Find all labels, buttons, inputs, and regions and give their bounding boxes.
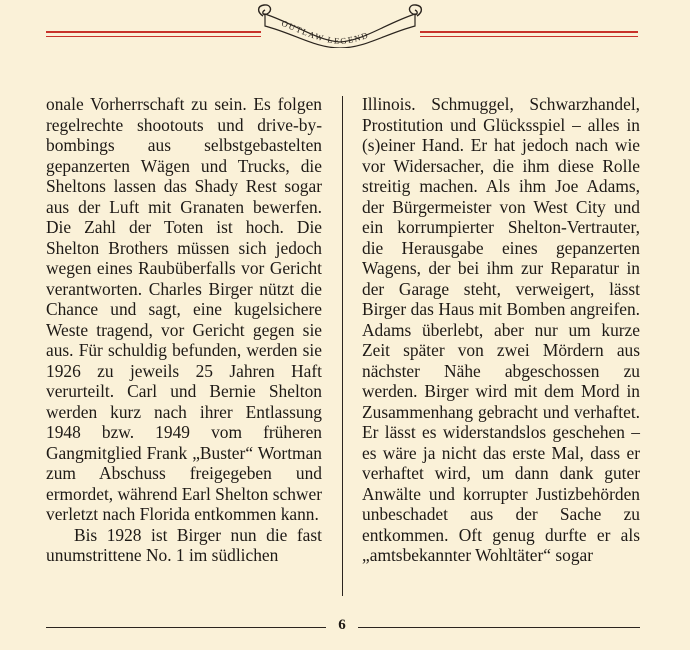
column-divider [342,96,343,596]
header-rule-left-top [46,31,261,33]
footer-rule-left [46,627,326,628]
article-column-right [362,94,640,566]
header-rule-right-bottom [420,36,638,37]
paragraph-2: Bis 1928 ist Birger nun die fast unumstrittene No. 1 im südlichen [46,524,322,565]
svg-text:OUTLAW LEGEND [280,18,370,46]
paragraph-1: onale Vorherrschaft zu sein. Es folgen regelrechte shootouts und drive-by-bombings aus selbstgebastelten gepanzerten Wägen und Trucks, die Sheltons lassen das Shady Rest sogar aus der Luft mit Granaten bewerfen. Die Zahl der Toten ist hoch. Die Shelton Brothers müssen sich jedoch wegen eines Raubüberfalls vor Gericht verantworten. Charles Birger nützt die Chance und sagt, eine kugelsichere Weste tragend, vor Gericht gegen sie aus. Für schuldig befunden, werden sie 1926 zu jeweils 25 Jahren Haft verurteilt. Carl und Bernie Shelton werden kurz nach ihrer Entlassung 1948 bzw. 1949 vom früheren Gangmitglied Frank „Buster“ Wortman zum Abschuss freigegeben und ermordet, während Earl Shelton schwer verletzt nach Florida entkommen kann. [46,94,322,524]
logo-text: OUTLAW LEGEND [280,17,371,47]
outlaw-legend-logo [255,2,425,48]
page-number: 6 [338,617,346,633]
article-column-left [46,94,322,566]
paragraph-3: Illinois. Schmuggel, Schwarzhandel, Prostitution und Glücksspiel – alles in (s)einer Hand. Er hat jedoch nach wie vor Widersacher, die ihm diese Rolle streitig machen. Als ihm Joe Adams, der Bürgermeister von West City und ein korrumpierter Shelton-Vertrauter, die Herausgabe eines gepanzerten Wagens, der bei ihm zur Reparatur in der Garage steht, verweigert, lässt Birger das Haus mit Bomben angreifen. Adams überlebt, aber nur um kurze Zeit später von zwei Mördern aus nächster Nähe abgeschossen zu werden. Birger wird mit dem Mord in Zusammenhang gebracht und verhaftet. Er lässt es widerstandslos geschehen – es wäre ja nicht das erste Mal, dass er verhaftet wird, um dann dank guter Anwälte und korrupter Justizbehörden unbeschadet aus der Sache zu entkommen. Oft genug durfte er als „amtsbekannter Wohltäter“ sogar [362,94,640,565]
header-rule-left-bottom [46,36,261,37]
header-rule-right-top [420,31,638,33]
footer-rule-right [358,627,640,628]
